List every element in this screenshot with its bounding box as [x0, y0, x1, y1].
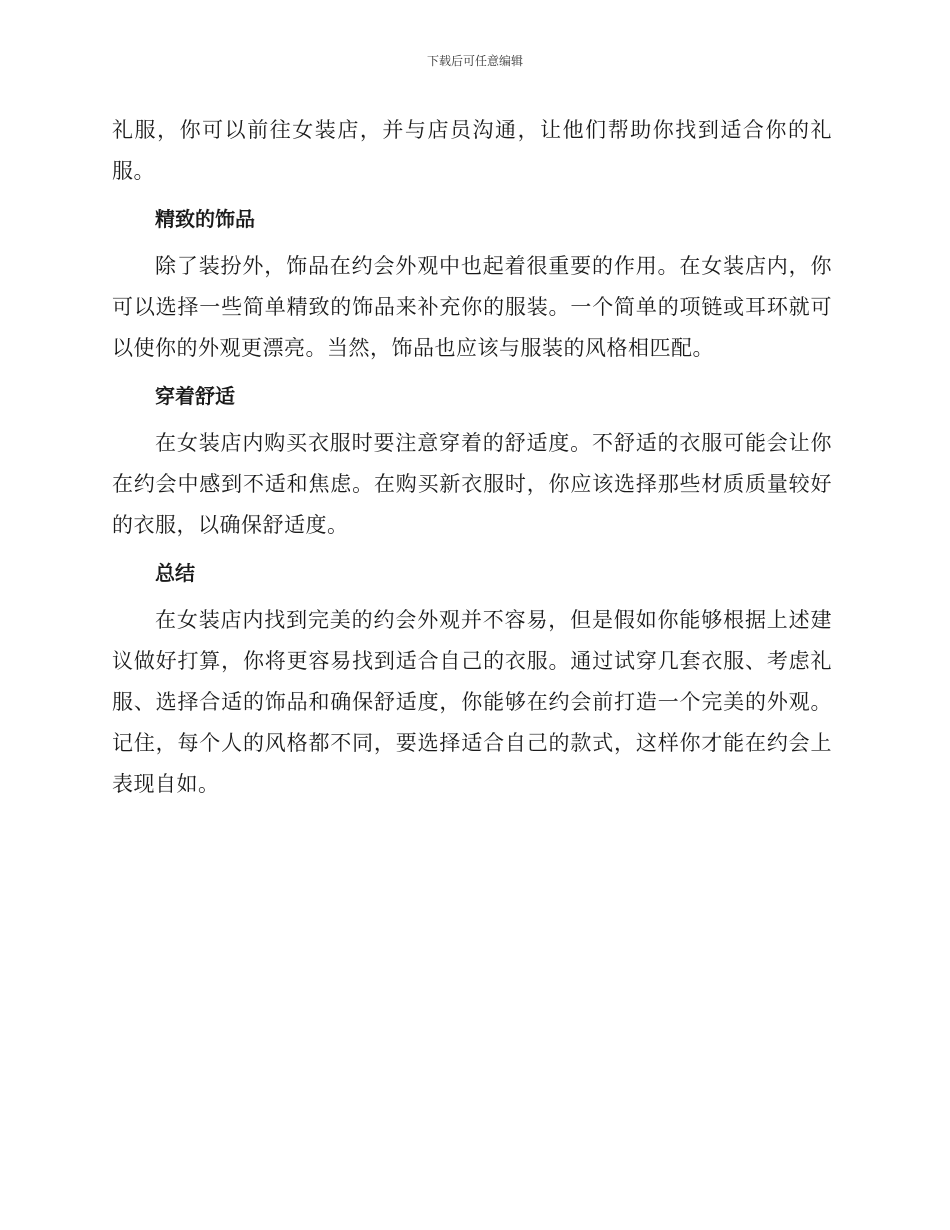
- paragraph-accessories: 除了装扮外，饰品在约会外观中也起着很重要的作用。在女装店内，你可以选择一些简单精致的饰品来补充你的服装。一个简单的项链或耳环就可以使你的外观更漂亮。当然，饰品也应该与服装的风格相匹配。: [112, 254, 832, 360]
- section-heading-accessories: 精致的饰品: [155, 207, 255, 231]
- section-heading-comfort: 穿着舒适: [155, 384, 235, 408]
- document-body: [112, 110, 832, 805]
- paragraph-intro-continuation: 礼服，你可以前往女装店，并与店员沟通，让他们帮助你找到适合你的礼服。: [112, 118, 832, 183]
- section-heading-summary: 总结: [155, 561, 195, 585]
- page-header: 下载后可任意编辑: [426, 54, 523, 68]
- paragraph-comfort: 在女装店内购买衣服时要注意穿着的舒适度。不舒适的衣服可能会让你在约会中感到不适和焦虑。在购买新衣服时，你应该选择那些材质质量较好的衣服，以确保舒适度。: [112, 431, 832, 537]
- paragraph-summary: 在女装店内找到完美的约会外观并不容易，但是假如你能够根据上述建议做好打算，你将更容易找到适合自己的衣服。通过试穿几套衣服、考虑礼服、选择合适的饰品和确保舒适度，你能够在约会前打造一个完美的外观。记住，每个人的风格都不同，要选择适合自己的款式，这样你才能在约会上表现自如。: [112, 608, 832, 796]
